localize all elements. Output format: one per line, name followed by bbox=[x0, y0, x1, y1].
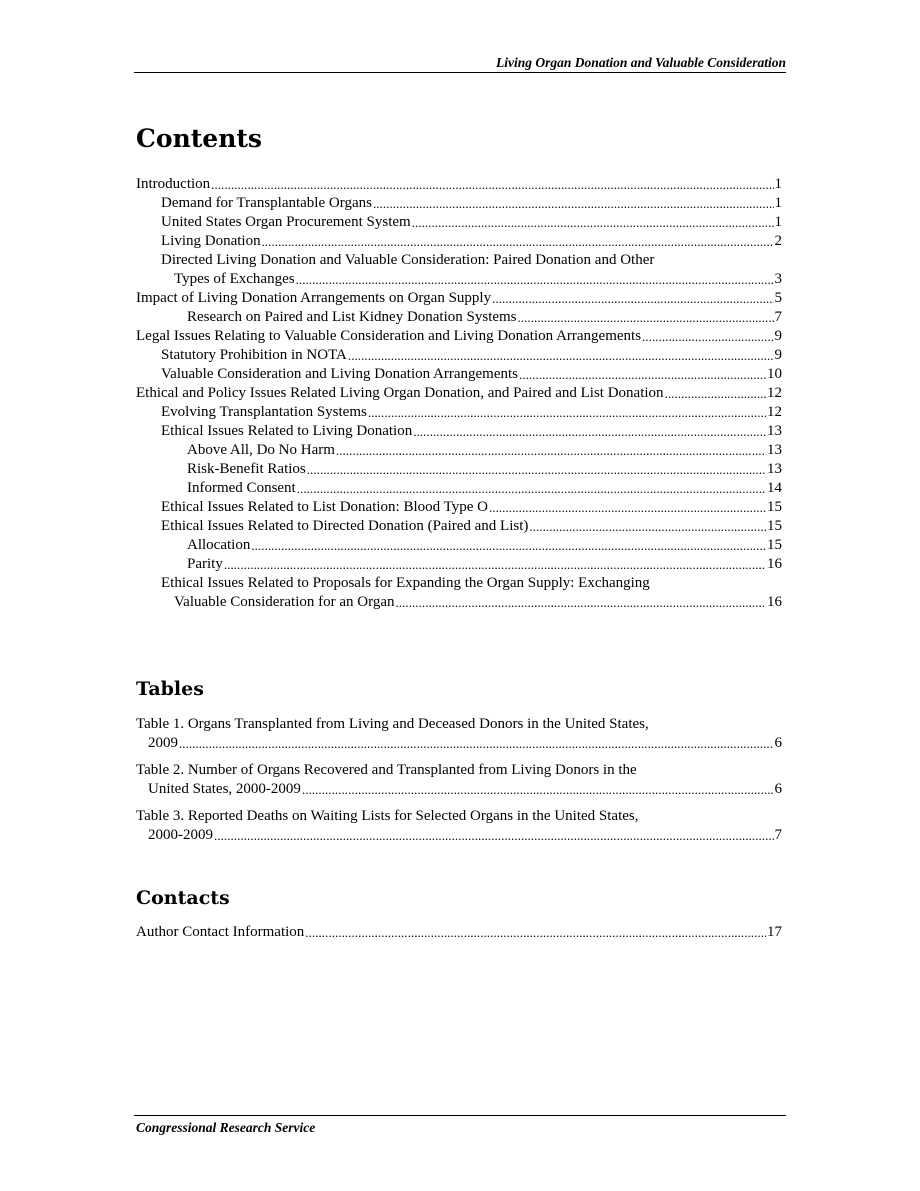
dot-leader bbox=[211, 175, 773, 194]
footer-rule bbox=[134, 1115, 786, 1116]
dot-leader bbox=[302, 780, 774, 799]
entry-title: Table 1. Organs Transplanted from Living and Deceased Donors in the United States, bbox=[136, 716, 649, 732]
dot-leader bbox=[305, 923, 766, 942]
dot-leader bbox=[492, 289, 773, 308]
entry-title: Allocation bbox=[187, 537, 251, 553]
tables-heading: Tables bbox=[136, 678, 204, 700]
dot-leader bbox=[297, 479, 766, 498]
dot-leader bbox=[336, 441, 766, 460]
page-number: 6 bbox=[774, 735, 782, 751]
toc-entry[interactable] bbox=[136, 555, 782, 574]
entry-title: Legal Issues Relating to Valuable Consideration and Living Donation Arrangements bbox=[136, 328, 642, 344]
table-entry[interactable] bbox=[136, 807, 782, 845]
page-number: 10 bbox=[767, 366, 782, 382]
toc-entry[interactable] bbox=[136, 517, 782, 536]
dot-leader bbox=[413, 422, 766, 441]
entry-title: Valuable Consideration and Living Donation Arrangements bbox=[161, 366, 519, 382]
dot-leader bbox=[529, 517, 766, 536]
entry-title: Author Contact Information bbox=[136, 924, 305, 940]
toc-entry[interactable] bbox=[136, 289, 782, 308]
entry-title: Evolving Transplantation Systems bbox=[161, 404, 367, 420]
toc-entry[interactable] bbox=[136, 327, 782, 346]
page-number: 12 bbox=[767, 385, 782, 401]
page-number: 3 bbox=[774, 271, 782, 287]
entry-title: 2000-2009 bbox=[148, 827, 213, 843]
page-number: 1 bbox=[774, 214, 782, 230]
entry-title: Impact of Living Donation Arrangements on Organ Supply bbox=[136, 290, 492, 306]
page-number: 9 bbox=[774, 347, 782, 363]
entry-title: Ethical and Policy Issues Related Living Organ Donation, and Paired and List Donation bbox=[136, 385, 664, 401]
dot-leader bbox=[368, 403, 766, 422]
toc-entry[interactable] bbox=[136, 498, 782, 517]
dot-leader bbox=[224, 555, 766, 574]
toc-entry[interactable] bbox=[136, 384, 782, 403]
entry-title: Directed Living Donation and Valuable Consideration: Paired Donation and Other bbox=[161, 252, 655, 268]
toc-entry[interactable] bbox=[136, 574, 782, 612]
contents-heading: Contents bbox=[136, 124, 263, 153]
entry-title: Statutory Prohibition in NOTA bbox=[161, 347, 347, 363]
page-number: 7 bbox=[774, 827, 782, 843]
dot-leader bbox=[179, 734, 774, 753]
page-number: 5 bbox=[774, 290, 782, 306]
dot-leader bbox=[296, 270, 774, 289]
page-number: 15 bbox=[767, 499, 782, 515]
running-header: Living Organ Donation and Valuable Consideration bbox=[496, 55, 786, 70]
entry-title: Types of Exchanges bbox=[174, 271, 295, 287]
page-number: 15 bbox=[767, 537, 782, 553]
dot-leader bbox=[396, 593, 767, 612]
dot-leader bbox=[348, 346, 774, 365]
entry-title: Ethical Issues Related to Directed Donation (Paired and List) bbox=[161, 518, 529, 534]
toc-entry[interactable] bbox=[136, 460, 782, 479]
entry-title: Research on Paired and List Kidney Donation Systems bbox=[187, 309, 517, 325]
page-number: 9 bbox=[774, 328, 782, 344]
table-entry[interactable] bbox=[136, 761, 782, 799]
toc-list bbox=[136, 175, 782, 612]
toc-entry[interactable] bbox=[136, 479, 782, 498]
toc-entry[interactable] bbox=[136, 346, 782, 365]
dot-leader bbox=[412, 213, 774, 232]
page-number: 16 bbox=[767, 594, 782, 610]
entry-title: United States Organ Procurement System bbox=[161, 214, 411, 230]
toc-entry[interactable] bbox=[136, 403, 782, 422]
page-number: 13 bbox=[767, 461, 782, 477]
dot-leader bbox=[251, 536, 766, 555]
page-number: 13 bbox=[767, 423, 782, 439]
dot-leader bbox=[665, 384, 766, 403]
page-number: 7 bbox=[774, 309, 782, 325]
entry-title: Table 2. Number of Organs Recovered and Transplanted from Living Donors in the bbox=[136, 762, 637, 778]
entry-title: 2009 bbox=[148, 735, 178, 751]
toc-entry[interactable] bbox=[136, 251, 782, 289]
toc-entry[interactable] bbox=[136, 365, 782, 384]
toc-entry[interactable] bbox=[136, 536, 782, 555]
entry-title: Ethical Issues Related to Living Donation bbox=[161, 423, 413, 439]
entry-title: Demand for Transplantable Organs bbox=[161, 195, 372, 211]
entry-title: Valuable Consideration for an Organ bbox=[174, 594, 395, 610]
toc-entry[interactable] bbox=[136, 308, 782, 327]
page-number: 1 bbox=[774, 195, 782, 211]
page-number: 1 bbox=[774, 176, 782, 192]
dot-leader bbox=[489, 498, 766, 517]
tables-list bbox=[136, 715, 782, 853]
entry-title: Table 3. Reported Deaths on Waiting Lists for Selected Organs in the United States, bbox=[136, 808, 639, 824]
entry-title: Parity bbox=[187, 556, 223, 572]
page-number: 13 bbox=[767, 442, 782, 458]
entry-title: Risk-Benefit Ratios bbox=[187, 461, 306, 477]
contact-entry[interactable] bbox=[136, 923, 782, 942]
dot-leader bbox=[518, 308, 774, 327]
dot-leader bbox=[307, 460, 766, 479]
entry-title: Ethical Issues Related to List Donation: Blood Type O bbox=[161, 499, 488, 515]
entry-title: Introduction bbox=[136, 176, 211, 192]
toc-entry[interactable] bbox=[136, 175, 782, 194]
toc-entry[interactable] bbox=[136, 441, 782, 460]
entry-title: Ethical Issues Related to Proposals for Expanding the Organ Supply: Exchanging bbox=[161, 575, 650, 591]
dot-leader bbox=[373, 194, 774, 213]
contacts-list bbox=[136, 923, 782, 942]
page-number: 17 bbox=[767, 924, 782, 940]
header-rule bbox=[134, 72, 786, 73]
dot-leader bbox=[642, 327, 773, 346]
table-entry[interactable] bbox=[136, 715, 782, 753]
toc-entry[interactable] bbox=[136, 213, 782, 232]
entry-title: Informed Consent bbox=[187, 480, 296, 496]
contacts-heading: Contacts bbox=[136, 887, 230, 909]
dot-leader bbox=[214, 826, 774, 845]
entry-title: United States, 2000-2009 bbox=[148, 781, 301, 797]
toc-entry[interactable] bbox=[136, 232, 782, 251]
page-number: 15 bbox=[767, 518, 782, 534]
dot-leader bbox=[262, 232, 774, 251]
toc-entry[interactable] bbox=[136, 194, 782, 213]
page-number: 12 bbox=[767, 404, 782, 420]
entry-title: Living Donation bbox=[161, 233, 261, 249]
page-number: 16 bbox=[767, 556, 782, 572]
page-number: 6 bbox=[774, 781, 782, 797]
toc-entry[interactable] bbox=[136, 422, 782, 441]
entry-title: Above All, Do No Harm bbox=[187, 442, 335, 458]
dot-leader bbox=[519, 365, 766, 384]
page-number: 14 bbox=[767, 480, 782, 496]
page-number: 2 bbox=[774, 233, 782, 249]
running-footer: Congressional Research Service bbox=[136, 1120, 316, 1135]
